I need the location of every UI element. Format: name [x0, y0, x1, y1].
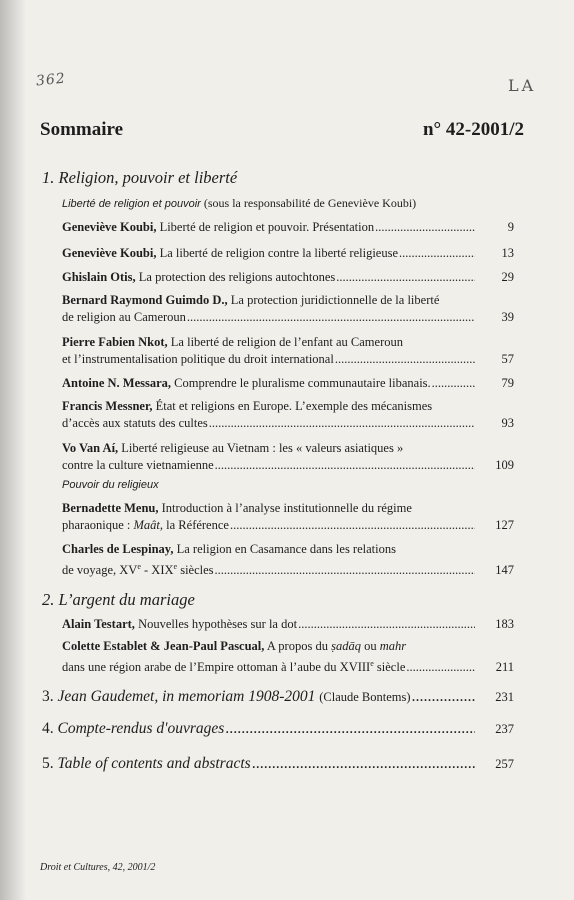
toc-entry: Vo Van Aí, Liberté religieuse au Vietnam : les « valeurs asiatiques » contre la culture vietnamienne ..... 109 [62, 440, 514, 474]
toc-entry: Colette Establet & Jean-Paul Pascual, A propos du ṣadāq ou mahr dans une région arabe de l’Empire ottoman à l’aube du XVIIIe siècle ..... 211 [62, 638, 514, 676]
page-number: 183 [495, 617, 514, 631]
toc-entry: Ghislain Otis, La protection des religions autochtones ..... 29 [62, 269, 514, 286]
toc-entry: Antoine N. Messara, Comprendre le pluralisme communautaire libanais. ..... 79 [62, 375, 514, 392]
page-number: 93 [501, 416, 514, 430]
page-shadow [0, 0, 26, 900]
page-number: 231 [495, 690, 514, 704]
toc-entry: Charles de Lespinay, La religion en Casamance dans les relations de voyage, XVe - XIXe siècles ..... 147 [62, 541, 514, 579]
toc-section-4: 4. Compte-rendus d'ouvrages ..... 237 [42, 720, 514, 738]
page-number: 109 [495, 458, 514, 472]
toc-entry: Pierre Fabien Nkot, La liberté de religion de l’enfant au Cameroun et l’instrumentalisation politique du droit international ..... 57 [62, 334, 514, 368]
toc-entry: Francis Messner, État et religions en Europe. L’exemple des mécanismes d’accès aux statuts des cultes ..... 93 [62, 398, 514, 432]
page-number: 257 [495, 757, 514, 771]
page-number: 147 [495, 563, 514, 578]
toc-entry: Bernard Raymond Guimdo D., La protection juridictionnelle de la liberté de religion au Cameroun ..... 39 [62, 292, 514, 326]
page-number: 13 [501, 246, 514, 260]
section-title-2: 2. L’argent du mariage [42, 590, 195, 609]
issue-number: n° 42-2001/2 [422, 119, 524, 140]
subsection-title: Liberté de religion et pouvoir (sous la responsabilité de Geneviève Koubi) [62, 196, 417, 210]
toc-entry: Geneviève Koubi, Liberté de religion et pouvoir. Présentation ..... 9 [62, 219, 514, 236]
page-number: 211 [495, 660, 514, 675]
toc-entry: Geneviève Koubi, La liberté de religion contre la liberté religieuse ..... 13 [62, 245, 514, 262]
toc-entry: Bernadette Menu, Introduction à l’analyse institutionnelle du régime pharaonique : Maât, la Référence ..... 127 [62, 500, 514, 534]
toc-section-3: 3. Jean Gaudemet, in memoriam 1908-2001 (Claude Bontems) ..... 231 [42, 688, 514, 706]
page-number: 127 [495, 518, 514, 532]
page-number: 237 [495, 722, 514, 736]
handwritten-initials: LA [508, 76, 537, 95]
subsection-title: Pouvoir du religieux [62, 479, 159, 491]
page-number: 9 [507, 220, 514, 234]
page-title: Sommaire [40, 119, 124, 140]
toc-section-5: 5. Table of contents and abstracts ..... 257 [42, 755, 514, 773]
section-title-1: 1. Religion, pouvoir et liberté [42, 168, 238, 187]
toc-entry: Alain Testart, Nouvelles hypothèses sur la dot ..... 183 [62, 616, 514, 633]
page-number: 79 [501, 376, 514, 390]
handwritten-number: 362 [35, 70, 67, 90]
page-number: 39 [501, 310, 514, 324]
page-number: 57 [501, 352, 514, 366]
page-number: 29 [501, 270, 514, 284]
page-footer: Droit et Cultures, 42, 2001/2 [40, 862, 156, 873]
